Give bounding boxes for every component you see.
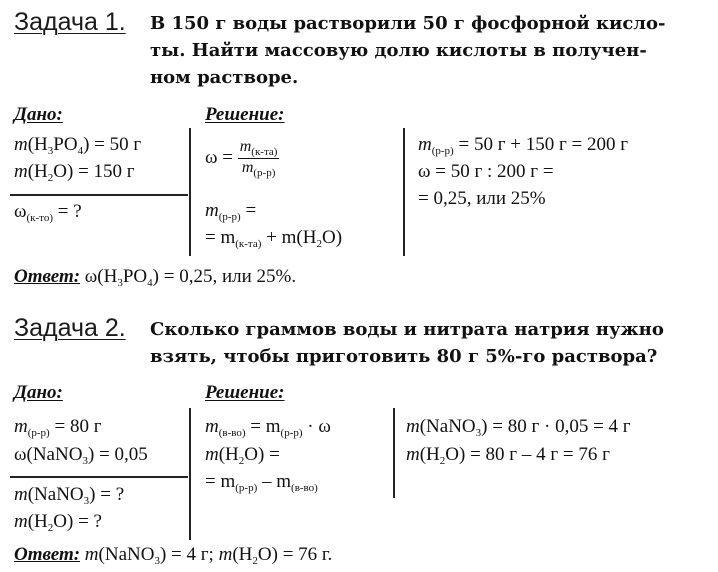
task1-calc-line-3: = 0,25, или 25%	[418, 188, 546, 209]
task2-solution-header: Решение:	[205, 382, 285, 403]
task1-solution-line-3: = $m_{(к-та)} + m(H_2O)$	[205, 227, 343, 250]
task1-given-header: Дано:	[14, 104, 63, 125]
task2-solution-line-2: $m(H_2O)$ =	[205, 444, 280, 467]
task2-solution-line-3: = $m_{(р-р)} - m_{(в-во)}$	[205, 471, 318, 494]
task2-solution-line-1: $m_{(в-во)} = m_{(р-р)} \cdot \omega$	[205, 416, 331, 439]
task1-given-line-2: $m(H_2O) = 150$ г	[14, 161, 135, 184]
task1-statement-line-2: ты. Найти массовую долю кислоты в получен-	[150, 40, 647, 61]
task2-solution-separator	[393, 408, 395, 498]
task2-given-header: Дано:	[14, 382, 63, 403]
task1-given-divider	[10, 194, 188, 196]
task1-solution-formula: ω = $\frac{m_{(к-та)}}{m_{(р-р)}}$	[205, 138, 278, 179]
task2-title: Задача 2.	[14, 314, 126, 342]
task1-given-separator	[189, 128, 191, 256]
task2-statement-line-1: Сколько граммов воды и нитрата натрия нужно	[150, 319, 664, 340]
task2-given-line-2: ω(NaNO$_3$) = 0,05	[14, 444, 148, 467]
task1-statement-line-3: ном растворе.	[150, 67, 299, 88]
task1-answer: Ответ: $\omega(H_3PO_4) = 0,25$, или 25%.	[14, 266, 297, 289]
task1-calc-line-1: $m_{(р-р)} = 50$ г + 150 г = 200 г	[418, 134, 629, 157]
task2-calc-line-1: m(NaNO$_3$) = 80 г · 0,05 = 4 г	[406, 416, 631, 439]
task2-given-divider	[10, 476, 188, 478]
task1-statement-line-1: В 150 г воды растворили 50 г фосфорной кисло-	[150, 13, 666, 34]
task1-solution-separator	[403, 128, 405, 256]
task2-statement-line-2: взять, чтобы приготовить 80 г 5%-го раствора?	[150, 346, 658, 367]
task1-title: Задача 1.	[14, 8, 126, 36]
task2-find-line-1: m(NaNO$_3$) = ?	[14, 484, 125, 507]
task2-answer: Ответ: m(NaNO$_3$) = 4 г; $m(H_2O) = 76$ г.	[14, 544, 333, 567]
task2-given-separator	[189, 408, 191, 540]
task1-solution-line-2: $m_{(р-р)}$ =	[205, 200, 257, 223]
task2-given-line-1: $m_{(р-р)} = 80$ г	[14, 416, 102, 439]
task1-solution-header: Решение:	[205, 104, 285, 125]
task2-find-line-2: $m(H_2O)$ = ?	[14, 511, 102, 534]
task1-calc-line-2: ω = 50 г : 200 г =	[418, 161, 554, 182]
task1-find-line: $\omega_{(к-то)}$ = ?	[14, 201, 82, 224]
task1-given-line-1: $m(H_3PO_4) = 50$ г	[14, 134, 142, 157]
task2-calc-line-2: $m(H_2O) = 80$ г – 4 г = 76 г	[406, 444, 610, 467]
